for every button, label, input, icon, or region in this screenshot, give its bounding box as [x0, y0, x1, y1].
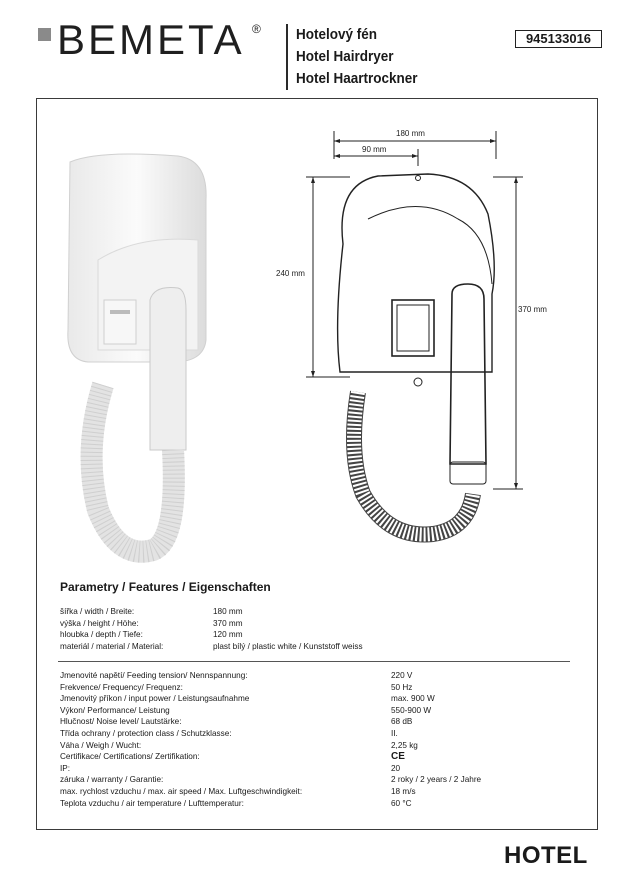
param-value: 60 °C — [391, 798, 412, 808]
title-cz: Hotelový fén — [296, 26, 378, 43]
param-value: 120 mm — [213, 630, 243, 640]
dim-width-180: 180 mm — [396, 129, 425, 138]
param-value: 18 m/s — [391, 786, 416, 796]
param-value: 2 roky / 2 years / 2 Jahre — [391, 775, 482, 785]
param-label: šířka / width / Breite: — [60, 607, 135, 616]
header-divider — [286, 24, 288, 90]
param-label: Hlučnost/ Noise level/ Lautstärke: — [60, 717, 182, 727]
param-label: Váha / Weigh / Wucht: — [60, 740, 142, 750]
technical-drawing — [268, 124, 578, 584]
param-label: Teplota vzduchu / air temperature / Lufttemperatur: — [60, 798, 244, 808]
logo-square-mark — [38, 28, 51, 41]
param-value: plast bílý / plastic white / Kunststoff weiss — [213, 641, 363, 651]
param-label: materiál / material / Material: — [60, 641, 164, 651]
param-label: Certifikace/ Certifications/ Zertifikation: — [60, 752, 200, 762]
param-value: 50 Hz — [391, 682, 413, 692]
param-label: výška / height / Höhe: — [60, 618, 139, 628]
param-value: 550-900 W — [391, 705, 432, 715]
param-label: Výkon/ Performance/ Leistung — [60, 705, 170, 715]
dim-height-240: 240 mm — [276, 269, 305, 278]
param-value: 20 — [391, 763, 401, 773]
param-value: 220 V — [391, 671, 413, 680]
param-value: 370 mm — [213, 618, 243, 628]
dim-width-90: 90 mm — [362, 145, 387, 154]
product-photo — [58, 150, 218, 570]
param-value: 2,25 kg — [391, 740, 418, 750]
param-label: Třída ochrany / protection class / Schutzklasse: — [60, 728, 232, 738]
parameters-title: Parametry / Features / Eigenschaften — [60, 580, 271, 594]
param-label: max. rychlost vzduchu / max. air speed / Max. Luftgeschwindigkeit: — [60, 786, 303, 796]
section-divider — [58, 661, 570, 662]
brand-name: BEMETA — [57, 16, 245, 63]
title-de: Hotel Haartrockner — [296, 70, 418, 87]
registered-mark: ® — [252, 22, 261, 36]
dim-height-370: 370 mm — [518, 305, 547, 314]
param-label: IP: — [60, 763, 71, 773]
ce-mark-icon: CE — [391, 751, 405, 763]
footer-category: HOTEL — [504, 842, 588, 869]
param-value: max. 900 W — [391, 694, 435, 704]
product-code: 945133016 — [515, 30, 602, 48]
param-label: Jmenovitý příkon / input power / Leistungsaufnahme — [60, 694, 250, 704]
param-value: 180 mm — [213, 607, 243, 616]
param-label: Frekvence/ Frequency/ Frequenz: — [60, 682, 183, 692]
param-label: Jmenovité napětí/ Feeding tension/ Nennspannung: — [60, 671, 248, 680]
param-value: 68 dB — [391, 717, 413, 727]
brand-logo — [38, 16, 270, 66]
title-en: Hotel Hairdryer — [296, 48, 394, 65]
param-value: II. — [391, 728, 398, 738]
param-label: záruka / warranty / Garantie: — [60, 775, 164, 785]
product-titles — [296, 24, 431, 90]
param-label: hloubka / depth / Tiefe: — [60, 630, 143, 640]
